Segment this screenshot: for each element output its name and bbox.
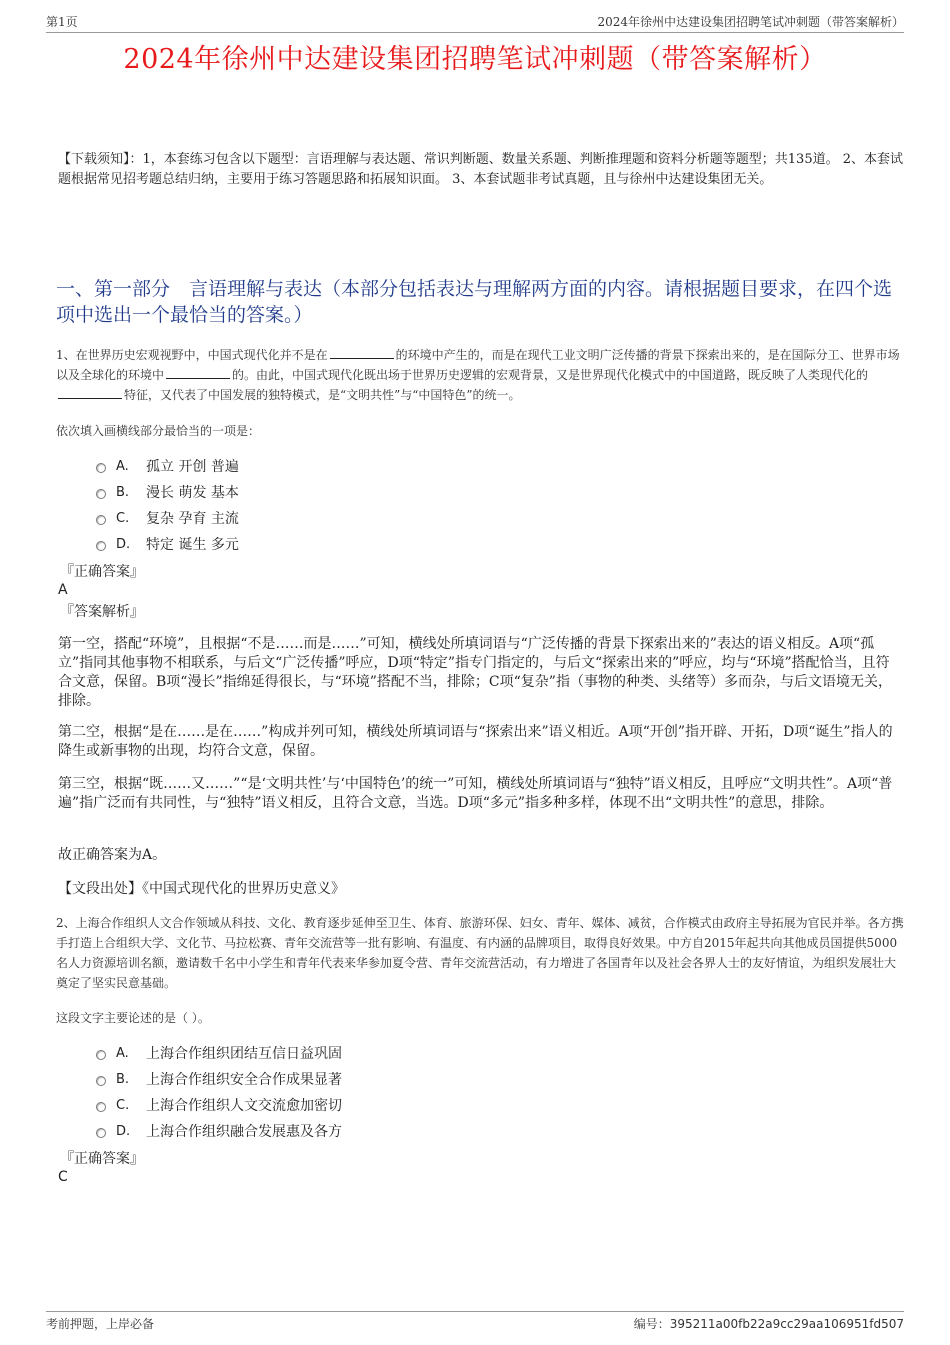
radio-icon[interactable] bbox=[96, 1050, 106, 1060]
option-text: 上海合作组织人文交流愈加密切 bbox=[146, 1098, 342, 1114]
q1-stem-part: 的。由此，中国式现代化既出场于世界历史逻辑的宏观背景，又是世界现代化模式中的中国道路，既反映了人类现代化的 bbox=[232, 368, 869, 382]
question-2-prompt: 这段文字主要论述的是（ ）。 bbox=[56, 1011, 210, 1025]
q1-stem-part: 特征，又代表了中国发展的独特模式，是“文明共性”与“中国特色”的统一。 bbox=[124, 388, 521, 402]
correct-answer-value: A bbox=[58, 582, 68, 598]
document-code bbox=[634, 1315, 904, 1333]
option-text: 孤立 开创 普遍 bbox=[146, 459, 239, 475]
option-text: 复杂 孕育 主流 bbox=[146, 511, 239, 527]
option-text: 特定 诞生 多元 bbox=[146, 537, 239, 553]
document-title: 2024年徐州中达建设集团招聘笔试冲刺题（带答案解析） bbox=[123, 44, 827, 75]
radio-icon[interactable] bbox=[96, 1128, 106, 1138]
option-d[interactable] bbox=[96, 1118, 342, 1144]
option-c[interactable] bbox=[96, 1092, 342, 1118]
option-letter: B. bbox=[116, 484, 130, 500]
option-letter: A. bbox=[116, 1045, 129, 1061]
option-a[interactable] bbox=[96, 1040, 342, 1066]
radio-icon[interactable] bbox=[96, 1102, 106, 1112]
correct-answer-value: C bbox=[58, 1169, 68, 1185]
question-1-stem bbox=[56, 345, 906, 405]
correct-answer-label: 『正确答案』 bbox=[60, 1151, 144, 1167]
radio-icon[interactable] bbox=[96, 489, 106, 499]
header-doc-title: 2024年徐州中达建设集团招聘笔试冲刺题（带答案解析） bbox=[597, 15, 904, 29]
option-a[interactable] bbox=[96, 453, 239, 479]
radio-icon[interactable] bbox=[96, 463, 106, 473]
option-letter: B. bbox=[116, 1071, 130, 1087]
passage-source: 【文段出处】《中国式现代化的世界历史意义》 bbox=[58, 881, 345, 897]
option-letter: C. bbox=[116, 510, 130, 526]
option-b[interactable] bbox=[96, 479, 239, 505]
page-number: 第1页 bbox=[46, 15, 78, 29]
code-value: 395211a00fb22a9cc29aa106951fd507 bbox=[669, 1317, 904, 1331]
q1-stem-part: 1、在世界历史宏观视野中，中国式现代化并不是在 bbox=[56, 348, 328, 362]
analysis-paragraph-2: 第二空，根据“是在……是在……”构成并列可知，横线处所填词语与“探索出来”语义相近。A项“开创”指开辟、开拓，D项“诞生”指人的降生或新事物的出现，均符合文意，保留。 bbox=[58, 724, 893, 759]
question-2-stem: 2、上海合作组织人文合作领域从科技、文化、教育逐步延伸至卫生、体育、旅游环保、妇女、青年、媒体、减贫，合作模式由政府主导拓展为官民并举。各方携手打造上合组织大学、文化节、马拉松赛、青年交流营等一批有影响、有温度、有内涵的品牌项目，取得良好效果。中方自2015年起共向其他成员国提供5000名人力资源培训名额，邀请数千名中小学生和青年代表来华参加夏令营、青年交流营活动，有力增进了各国青年以及社会各界人士的友好情谊，为组织发展壮大奠定了坚实民意基础。 bbox=[56, 916, 904, 990]
option-d[interactable] bbox=[96, 531, 239, 557]
question-1-prompt: 依次填入画横线部分最恰当的一项是： bbox=[56, 424, 261, 438]
q1-stem-part: 的环境中产生的，而是在现代工业文明广泛传播的背景下探索出来的，是在国际分工、世界市场以及全球化的环境中 bbox=[56, 348, 900, 382]
analysis-label: 『答案解析』 bbox=[60, 604, 144, 620]
option-text: 上海合作组织团结互信日益巩固 bbox=[146, 1046, 342, 1062]
download-notice: 【下载须知】：1，本套练习包含以下题型：言语理解与表达题、常识判断题、数量关系题、判断推理题和资料分析题等题型；共135道。 2、本套试题根据常见招考题总结归纳，主要用于练习答题思路和拓展知识面。 3、本套试题非考试真题，且与徐州中达建设集团无关。 bbox=[58, 152, 903, 187]
radio-icon[interactable] bbox=[96, 1076, 106, 1086]
analysis-conclusion: 故正确答案为A。 bbox=[58, 847, 167, 863]
analysis-paragraph-1: 第一空，搭配“环境”，且根据“不是……而是……”可知，横线处所填词语与“广泛传播的背景下探索出来的”表达的语义相反。A项“孤立”指同其他事物不相联系，与后文“广泛传播”呼应，D项“特定”指专门指定的，与后文“探索出来的”呼应，均与“环境”搭配恰当，且符合文意，保留。B项“漫长”指绵延得很长，与“环境”搭配不当，排除；C项“复杂”指（事物的种类、头绪等）多而杂，与后文语境无关，排除。 bbox=[58, 636, 892, 709]
correct-answer-label: 『正确答案』 bbox=[60, 564, 144, 580]
option-c[interactable] bbox=[96, 505, 239, 531]
option-text: 漫长 萌发 基本 bbox=[146, 485, 239, 501]
option-text: 上海合作组织安全合作成果显著 bbox=[146, 1072, 342, 1088]
footer-slogan: 考前押题，上岸必备 bbox=[46, 1317, 155, 1331]
option-letter: A. bbox=[116, 458, 129, 474]
option-text: 上海合作组织融合发展惠及各方 bbox=[146, 1124, 342, 1140]
page-footer bbox=[46, 1311, 904, 1332]
section-heading: 一、第一部分 言语理解与表达（本部分包括表达与理解两方面的内容。请根据题目要求，在四个选项中选出一个最恰当的答案。） bbox=[56, 278, 893, 326]
option-letter: D. bbox=[116, 536, 131, 552]
radio-icon[interactable] bbox=[96, 541, 106, 551]
fill-blank bbox=[330, 345, 394, 359]
question-1-options bbox=[96, 453, 239, 557]
fill-blank bbox=[58, 385, 122, 399]
option-b[interactable] bbox=[96, 1066, 342, 1092]
code-label: 编号： bbox=[633, 1317, 670, 1331]
page-header bbox=[46, 14, 904, 33]
radio-icon[interactable] bbox=[96, 515, 106, 525]
question-2-options bbox=[96, 1040, 342, 1144]
analysis-paragraph-3: 第三空，根据“既……又……”“是‘文明共性’与‘中国特色’的统一”可知，横线处所填词语与“独特”语义相反，且呼应“文明共性”。A项“普遍”指广泛而有共同性，与“独特”语义相反，且符合文意，当选。D项“多元”指多种多样，体现不出“文明共性”的意思，排除。 bbox=[58, 776, 893, 811]
fill-blank bbox=[166, 365, 230, 379]
option-letter: C. bbox=[116, 1097, 130, 1113]
option-letter: D. bbox=[116, 1123, 131, 1139]
